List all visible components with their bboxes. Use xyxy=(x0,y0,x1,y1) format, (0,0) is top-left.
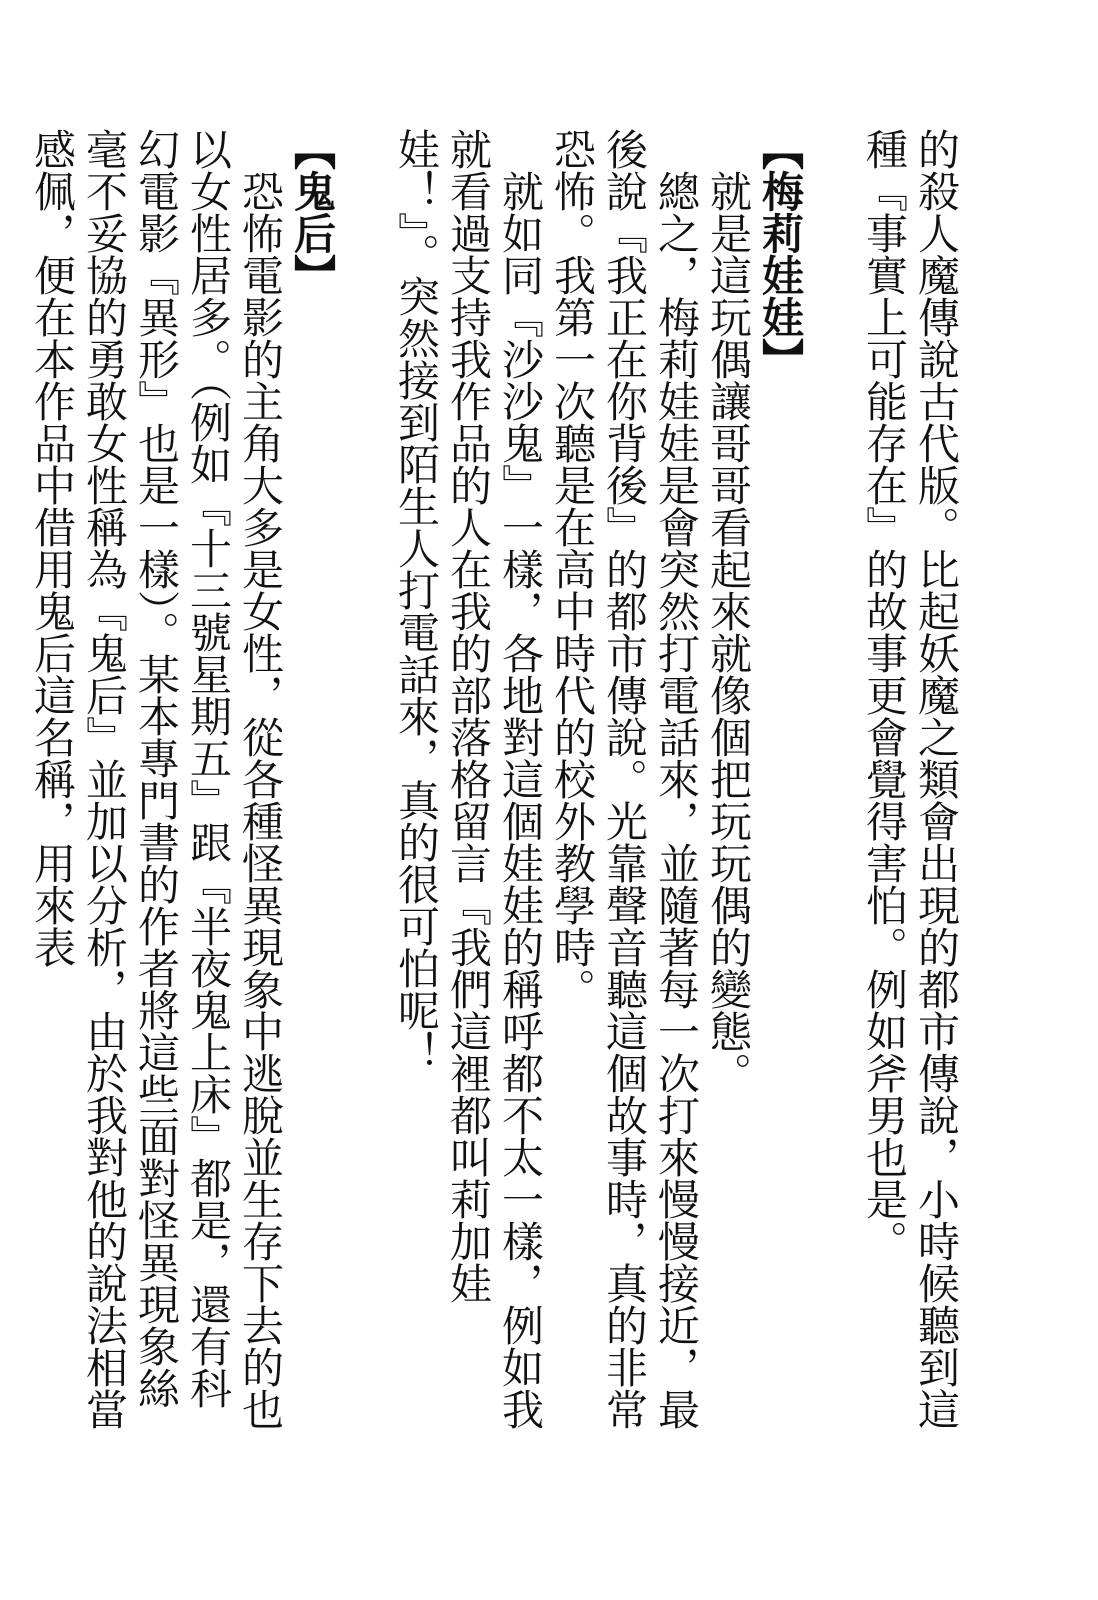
intro-paragraph: 的殺人魔傳說古代版。比起妖魔之類會出現的都市傳說，小時候聽到這種『事實上可能存在』的故事更會覺得害怕。例如斧男也是。 xyxy=(860,128,961,1430)
section-gap xyxy=(806,128,858,1448)
merry-doll-paragraph-3: 就如同『沙沙鬼』一樣，各地對這個娃娃的稱呼都不太一樣，例如我就看過支持我作品的人在我的部落格留言『我們這裡都叫莉加娃娃！』。突然接到陌生人打電話來，真的很可怕呢！ xyxy=(392,128,545,1430)
section-heading-scream-queen: 【鬼后】 xyxy=(288,128,337,296)
section-gap xyxy=(338,128,390,1448)
merry-doll-paragraph-1: 就是這玩偶讓哥哥看起來就像個把玩玩偶的變態。 xyxy=(704,170,753,1094)
vertical-text-body xyxy=(26,128,962,1448)
merry-doll-paragraph-2: 總之，梅莉娃娃是會突然打電話來，並隨著每一次打來慢慢接近，最後說『我正在你背後』的都市傳說。光靠聲音聽這個故事時，真的非常恐怖。我第一次聽是在高中時代的校外教學時。 xyxy=(548,128,701,1430)
section-heading-merry-doll: 【梅莉娃娃】 xyxy=(756,128,805,380)
scream-queen-paragraph-1: 恐怖電影的主角大多是女性，從各種怪異現象中逃脫並生存下去的也以女性居多。（例如『十三號星期五』跟『半夜鬼上床』都是，還有科幻電影『異形』也是一樣）。某本專門書的作者將這些面對怪異現象絲毫不妥協的勇敢女性稱為『鬼后』並加以分析，由於我對他的說法相當感佩，便在本作品中借用鬼后這名稱，用來表 xyxy=(28,128,285,1430)
